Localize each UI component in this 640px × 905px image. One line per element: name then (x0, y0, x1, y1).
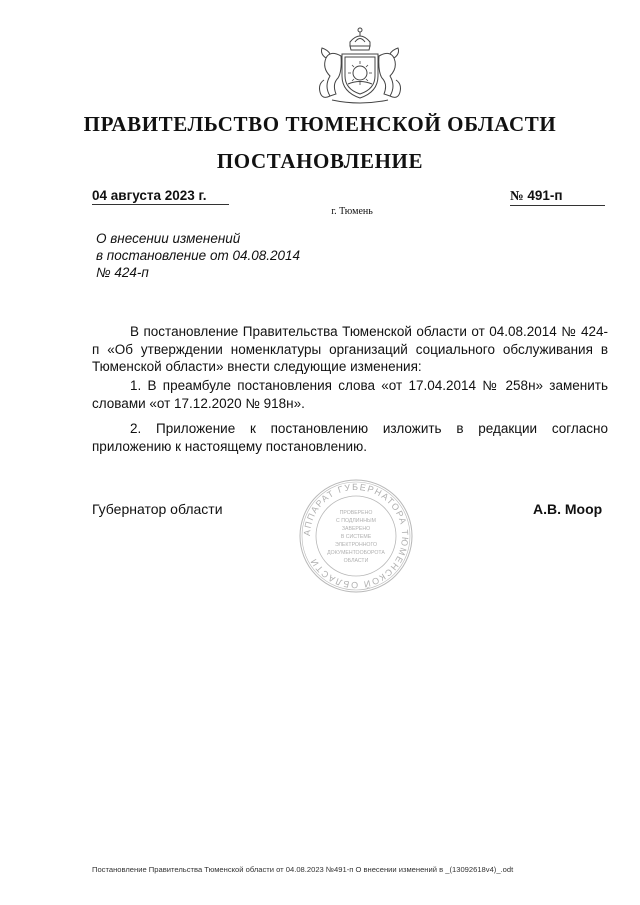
stamp-center-line: ПРОВЕРЕНО (339, 510, 373, 516)
subject-line: в постановление от 04.08.2014 (96, 248, 301, 263)
subject-line: О внесении изменений (96, 231, 241, 246)
document-city: г. Тюмень (331, 206, 373, 217)
body-paragraph: 2. Приложение к постановлению изложить в редакции согласно приложению к настоящему постановлению. (92, 421, 608, 454)
document-number (510, 188, 605, 206)
footer-filename: Постановление Правительства Тюменской области от 04.08.2023 №491-п О внесении изменений в _(13092618v4)_.odt (92, 865, 514, 874)
document-subject (96, 230, 336, 281)
stamp-center-line: ЭЛЕКТРОННОГО (334, 542, 378, 548)
coat-of-arms-icon (312, 24, 408, 106)
signature-position: Губернатор области (92, 501, 223, 517)
stamp-center-line: В СИСТЕМЕ (340, 534, 372, 540)
stamp-center-line: ЗАВЕРЕНО (341, 526, 371, 532)
organization-title: ПРАВИТЕЛЬСТВО ТЮМЕНСКОЙ ОБЛАСТИ (83, 112, 557, 136)
document-date: 04 августа 2023 г. (92, 188, 229, 205)
body-paragraph: 1. В преамбуле постановления слова «от 17.04.2014 № 258н» заменить словами «от 17.12.2020 № 918н». (92, 378, 608, 411)
official-stamp (298, 478, 414, 594)
stamp-ring-text: АППАРАТ ГУБЕРНАТОРА ТЮМЕНСКОЙ ОБЛАСТИ (301, 481, 411, 591)
stamp-center-line: С ПОДЛИННЫМ (336, 518, 376, 524)
stamp-center-line: ОБЛАСТИ (343, 558, 369, 564)
signature-name: А.В. Моор (533, 501, 603, 517)
number-symbol: № (510, 188, 524, 203)
stamp-center-line: ДОКУМЕНТООБОРОТА (327, 550, 385, 556)
subject-line: № 424-п (96, 265, 149, 280)
document-type: ПОСТАНОВЛЕНИЕ (216, 149, 424, 173)
body-paragraph: В постановление Правительства Тюменской области от 04.08.2014 № 424-п «Об утверждении номенклатуры организаций социального обслуживания в Тюменской области» внести следующие изменения: (92, 324, 608, 374)
number-value: 491-п (527, 188, 563, 203)
